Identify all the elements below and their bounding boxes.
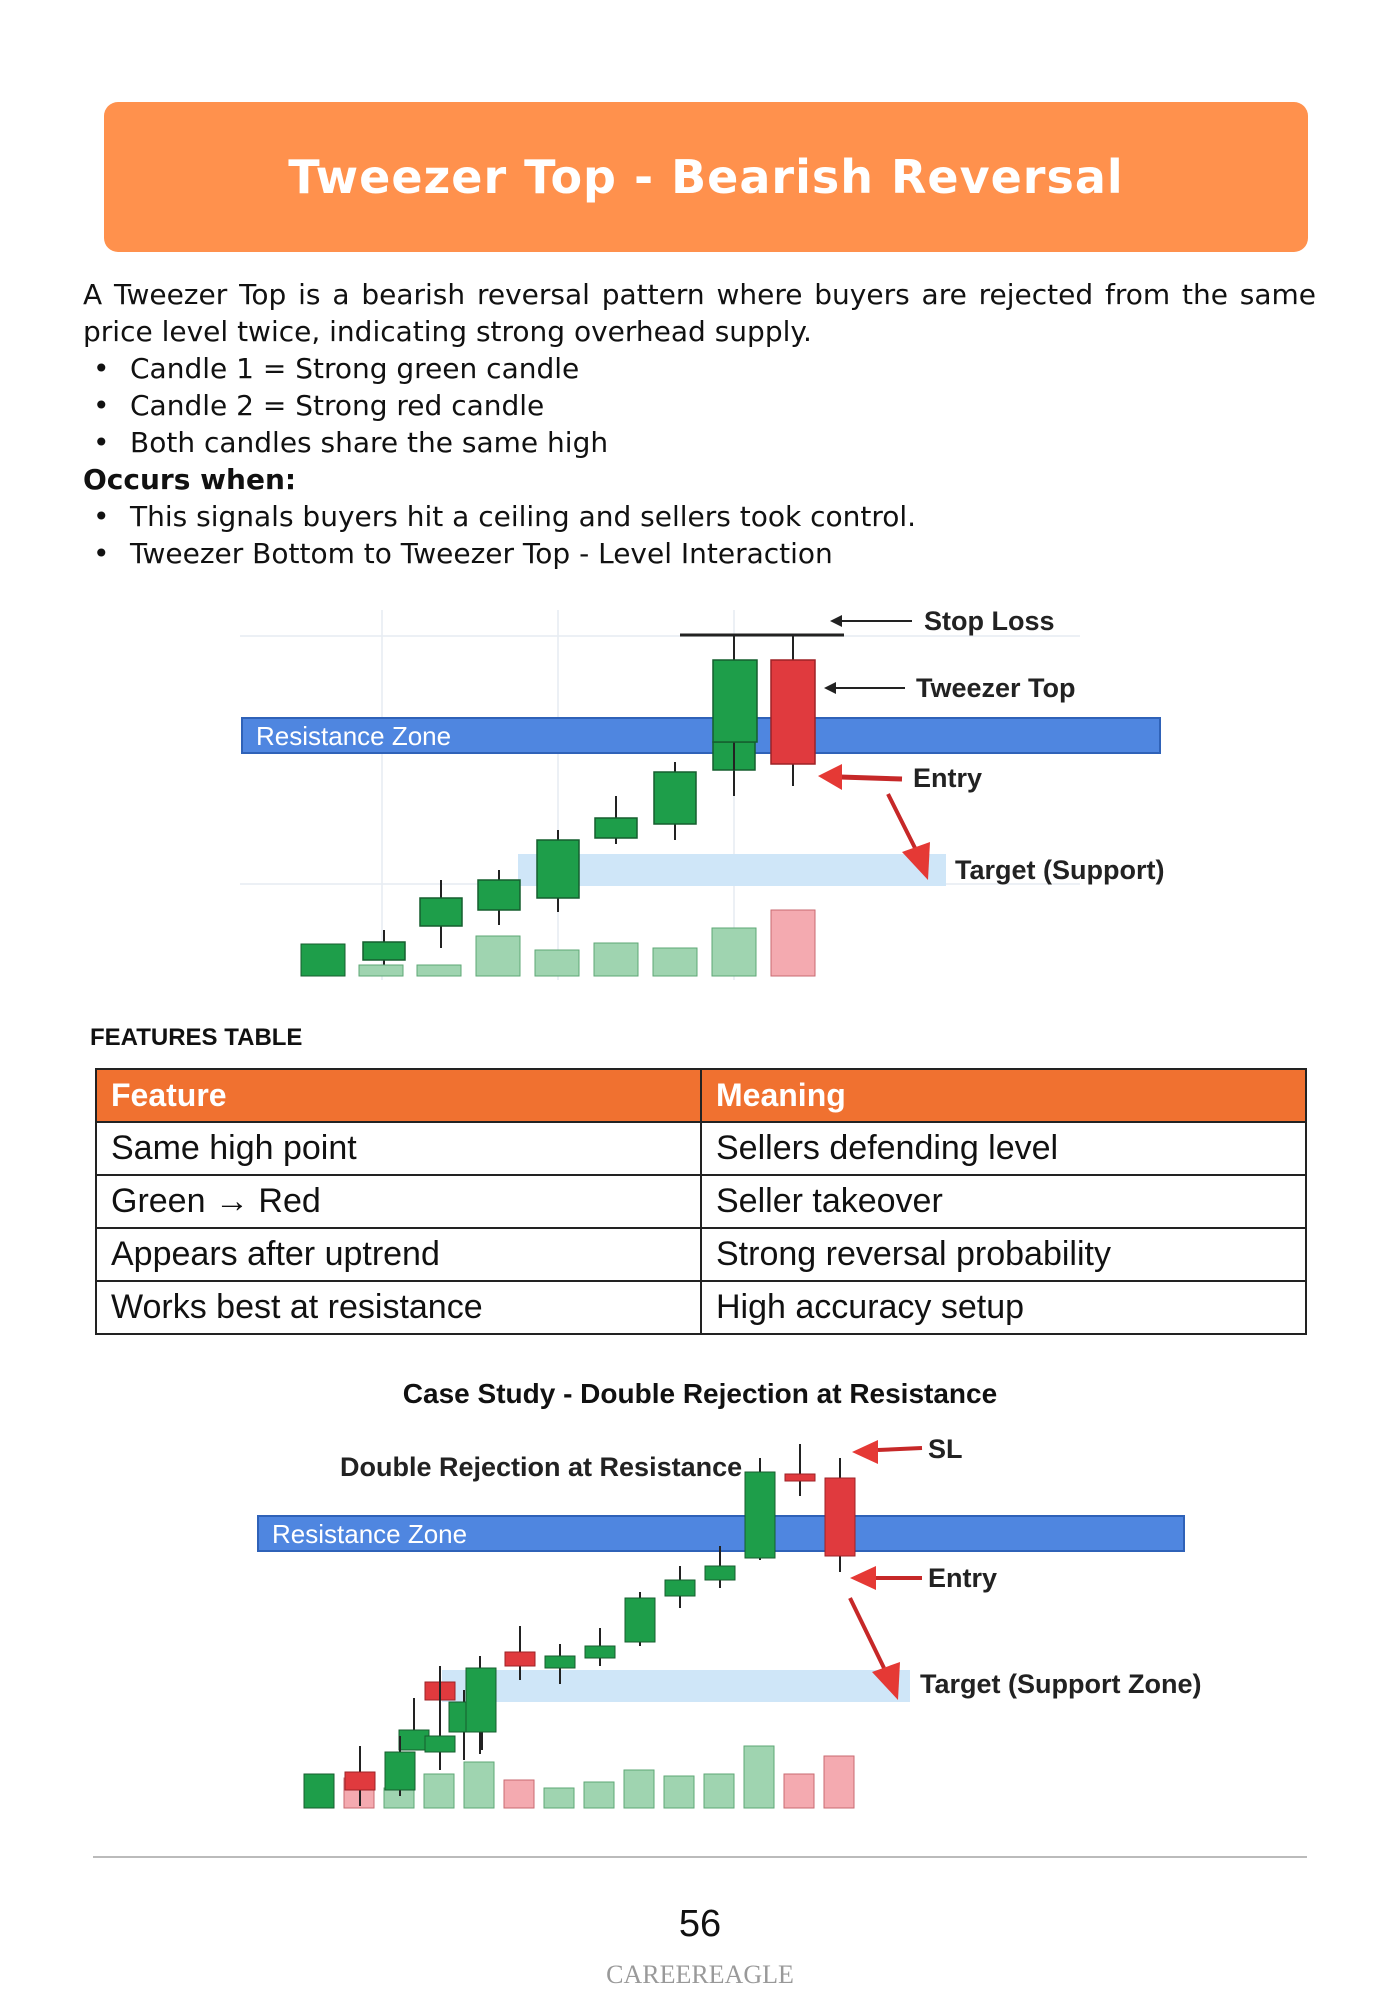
bullet-item: • Tweezer Bottom to Tweezer Top - Level Interaction xyxy=(83,535,1316,572)
candle xyxy=(537,830,579,912)
meaning-cell: Seller takeover xyxy=(701,1175,1306,1228)
column-header-meaning: Meaning xyxy=(701,1069,1306,1122)
meaning-cell: Strong reversal probability xyxy=(701,1228,1306,1281)
feature-cell: Appears after uptrend xyxy=(96,1228,701,1281)
occurs-bullet-list xyxy=(83,498,1316,572)
candle xyxy=(665,1566,695,1608)
case-study-diagram xyxy=(0,1430,1400,1830)
column-header-feature: Feature xyxy=(96,1069,701,1122)
meaning-cell: Sellers defending level xyxy=(701,1122,1306,1175)
bullet-item: • This signals buyers hit a ceiling and sellers took control. xyxy=(83,498,1316,535)
support-band xyxy=(518,854,946,886)
bullet-item: • Candle 2 = Strong red candle xyxy=(83,387,1316,424)
footer-divider xyxy=(93,1856,1307,1858)
entry-label: Entry xyxy=(928,1563,998,1593)
page-number: 56 xyxy=(678,1903,722,1945)
feature-cell: Works best at resistance xyxy=(96,1281,701,1334)
sl-label: SL xyxy=(928,1434,963,1464)
resistance-zone-label: Resistance Zone xyxy=(272,1519,468,1549)
rejection-red-candle xyxy=(825,1458,855,1572)
candle xyxy=(595,796,637,844)
resistance-zone-label: Resistance Zone xyxy=(256,721,452,751)
entry-label: Entry xyxy=(913,763,983,793)
occurs-heading: Occurs when: xyxy=(83,463,297,496)
meaning-cell: High accuracy setup xyxy=(701,1281,1306,1334)
target-support-zone-label: Target (Support Zone) xyxy=(920,1669,1202,1699)
brand-wordmark: CAREEREAGLE xyxy=(606,1960,794,1989)
header-banner xyxy=(104,102,1308,252)
tweezer-red-candle xyxy=(771,636,815,786)
table-row xyxy=(96,1228,1306,1281)
rejection-doji-candle xyxy=(785,1444,815,1496)
feature-cell: Same high point xyxy=(96,1122,701,1175)
case-study-title: Case Study - Double Rejection at Resistance xyxy=(402,1378,998,1409)
candle xyxy=(625,1592,655,1646)
feature-cell: Green → Red xyxy=(96,1175,701,1228)
bullet-item: • Both candles share the same high xyxy=(83,424,1316,461)
target-support-label: Target (Support) xyxy=(955,855,1165,885)
candle xyxy=(466,1656,496,1736)
table-row xyxy=(96,1122,1306,1175)
double-rejection-caption: Double Rejection at Resistance xyxy=(340,1452,743,1482)
pattern-bullet-list xyxy=(83,350,1316,461)
bullet-item: • Candle 1 = Strong green candle xyxy=(83,350,1316,387)
rejection-green-candle xyxy=(745,1458,775,1560)
tweezer-top-diagram xyxy=(0,600,1400,1000)
candles xyxy=(363,636,815,972)
tweezer-top-label: Tweezer Top xyxy=(916,673,1076,703)
stop-loss-label: Stop Loss xyxy=(924,606,1055,636)
table-row xyxy=(96,1281,1306,1334)
table-header-row xyxy=(96,1069,1306,1122)
table-row xyxy=(96,1175,1306,1228)
candle xyxy=(420,880,462,948)
support-band xyxy=(442,1670,910,1702)
candle xyxy=(585,1628,615,1666)
intro-paragraph: A Tweezer Top is a bearish reversal pattern where buyers are rejected from the same price level twice, indicating strong overhead supply. xyxy=(83,278,1316,348)
features-table xyxy=(95,1068,1307,1335)
features-table-title: FEATURES TABLE xyxy=(90,1024,303,1051)
candle xyxy=(705,1546,735,1588)
page-title: Tweezer Top - Bearish Reversal xyxy=(288,150,1124,204)
candle xyxy=(478,870,520,925)
candle xyxy=(654,762,696,840)
